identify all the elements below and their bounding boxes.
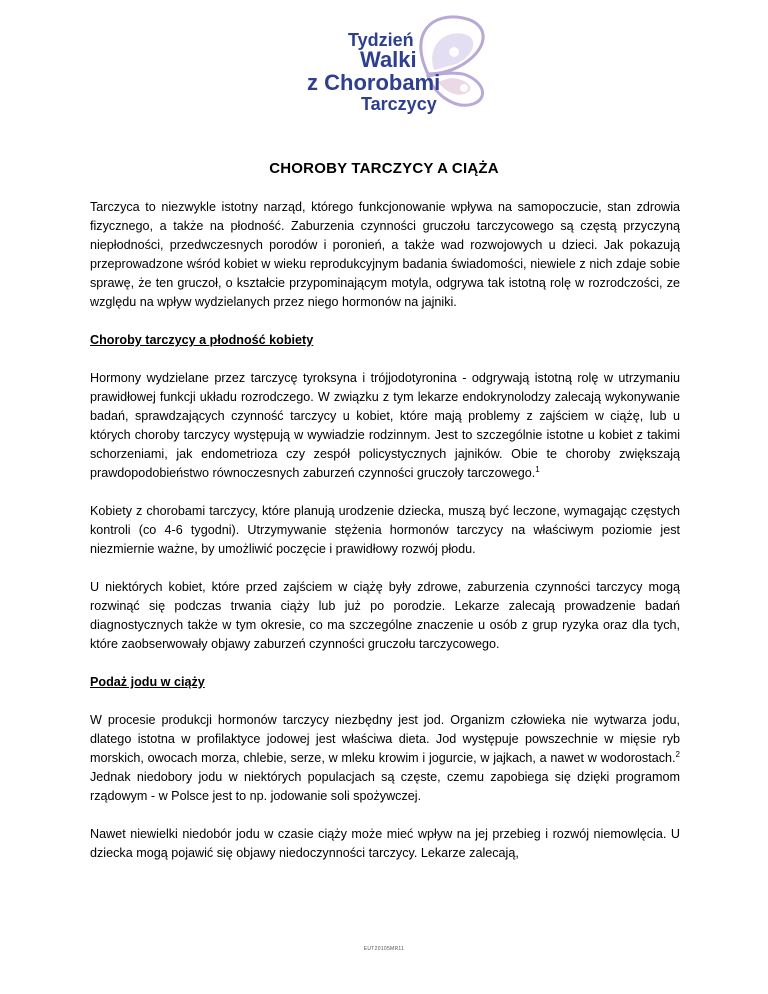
intro-paragraph: Tarczyca to niezwykle istotny narząd, którego funkcjonowanie wpływa na samopoczucie, stan zdrowia fizycznego, a także na płodność. Zaburzenia czynności gruczołu tarczycowego są częstą przyczyną niepłodności, przedwczesnych porodów i poronień, a także wad rozwojowych u dzieci. Jak pokazują przeprowadzone wśród kobiet w wieku reprodukcyjnym badania świadomości, niewiele z nich zdaje sobie sprawę, że ten gruczoł, o kształcie przypominającym motyla, odgrywa tak istotną rolę w rozrodczości, ze względu na wpływ wydzielanych przez niego hormonów na jajniki. bbox=[90, 200, 680, 309]
section-heading-fertility: Choroby tarczycy a płodność kobiety bbox=[90, 333, 314, 347]
page-title: CHOROBY TARCZYCY A CIĄŻA bbox=[269, 160, 499, 177]
paragraph-text-a: W procesie produkcji hormonów tarczycy niezbędny jest jod. Organizm człowieka nie wytwarza jodu, dlatego istotna w profilaktyce jodowej jest właściwa dieta. Jod występuje powszechnie w mięsie ryb morskich, owocach morza, chlebie, serze, w mleku krowim i jogurcie, w jajkach, a nawet w wodorostach. bbox=[90, 713, 680, 765]
footnote-marker: 1 bbox=[535, 464, 540, 474]
iodine-paragraph-2: Nawet niewielki niedobór jodu w czasie ciąży może mieć wpływ na jej przebieg i rozwój niemowlęcia. U dziecka mogą pojawić się objawy niedoczynności tarczycy. Lekarze zalecają, bbox=[90, 827, 680, 860]
campaign-logo bbox=[258, 12, 508, 112]
logo-line-1: Tydzień bbox=[348, 30, 414, 50]
section-heading-iodine: Podaż jodu w ciąży bbox=[90, 675, 205, 689]
logo-line-2: Walki bbox=[360, 47, 417, 72]
paragraph-text-b: Jednak niedobory jodu w niektórych populacjach są częste, czemu zapobiega się dzięki programom rządowym - w Polsce jest to np. jodowanie soli spożywczej. bbox=[90, 770, 680, 803]
logo-line-4: Tarczycy bbox=[361, 94, 437, 114]
logo-line-3: z Chorobami bbox=[307, 70, 441, 95]
footnote-marker: 2 bbox=[675, 749, 680, 759]
document-code: EUT20105MR11 bbox=[363, 946, 405, 952]
fertility-paragraph-2: Kobiety z chorobami tarczycy, które planują urodzenie dziecka, muszą być leczone, wymagając częstych kontroli (co 4-6 tygodni). Utrzymywanie stężenia hormonów tarczycy na właściwym poziomie jest niezmiernie ważne, by umożliwić poczęcie i prawidłowy rozwój płodu. bbox=[90, 504, 680, 556]
fertility-paragraph-1 bbox=[90, 369, 680, 483]
iodine-paragraph-1 bbox=[90, 711, 680, 806]
fertility-paragraph-3: U niektórych kobiet, które przed zajściem w ciążę były zdrowe, zaburzenia czynności tarczycy mogą rozwinąć się podczas trwania ciąży lub już po porodzie. Lekarze zalecają prowadzenie badań diagnostycznych także w tym okresie, co ma szczególne znaczenie u osób z grup ryzyka oraz dla tych, które zaobserwowały objawy zaburzeń czynności gruczołu tarczycowego. bbox=[90, 580, 680, 651]
article-body bbox=[90, 198, 680, 882]
paragraph-text: Hormony wydzielane przez tarczycę tyroksyna i trójjodotyronina - odgrywają istotną rolę w utrzymaniu prawidłowej funkcji układu rozrodczego. W związku z tym lekarze endokrynolodzy zalecają wykonywanie badań, sprawdzających czynność tarczycy u kobiet, które mają problemy z zajściem w ciążę, lub u których choroby tarczycy występują w wywiadzie rodzinnym. Jest to szczególnie istotne u kobiet z takimi schorzeniami, jak endometrioza czy zespół policystycznych jajników. Obie te choroby zwiększają prawdopodobieństwo równoczesnych zaburzeń czynności gruczoły tarczowego. bbox=[90, 371, 680, 480]
